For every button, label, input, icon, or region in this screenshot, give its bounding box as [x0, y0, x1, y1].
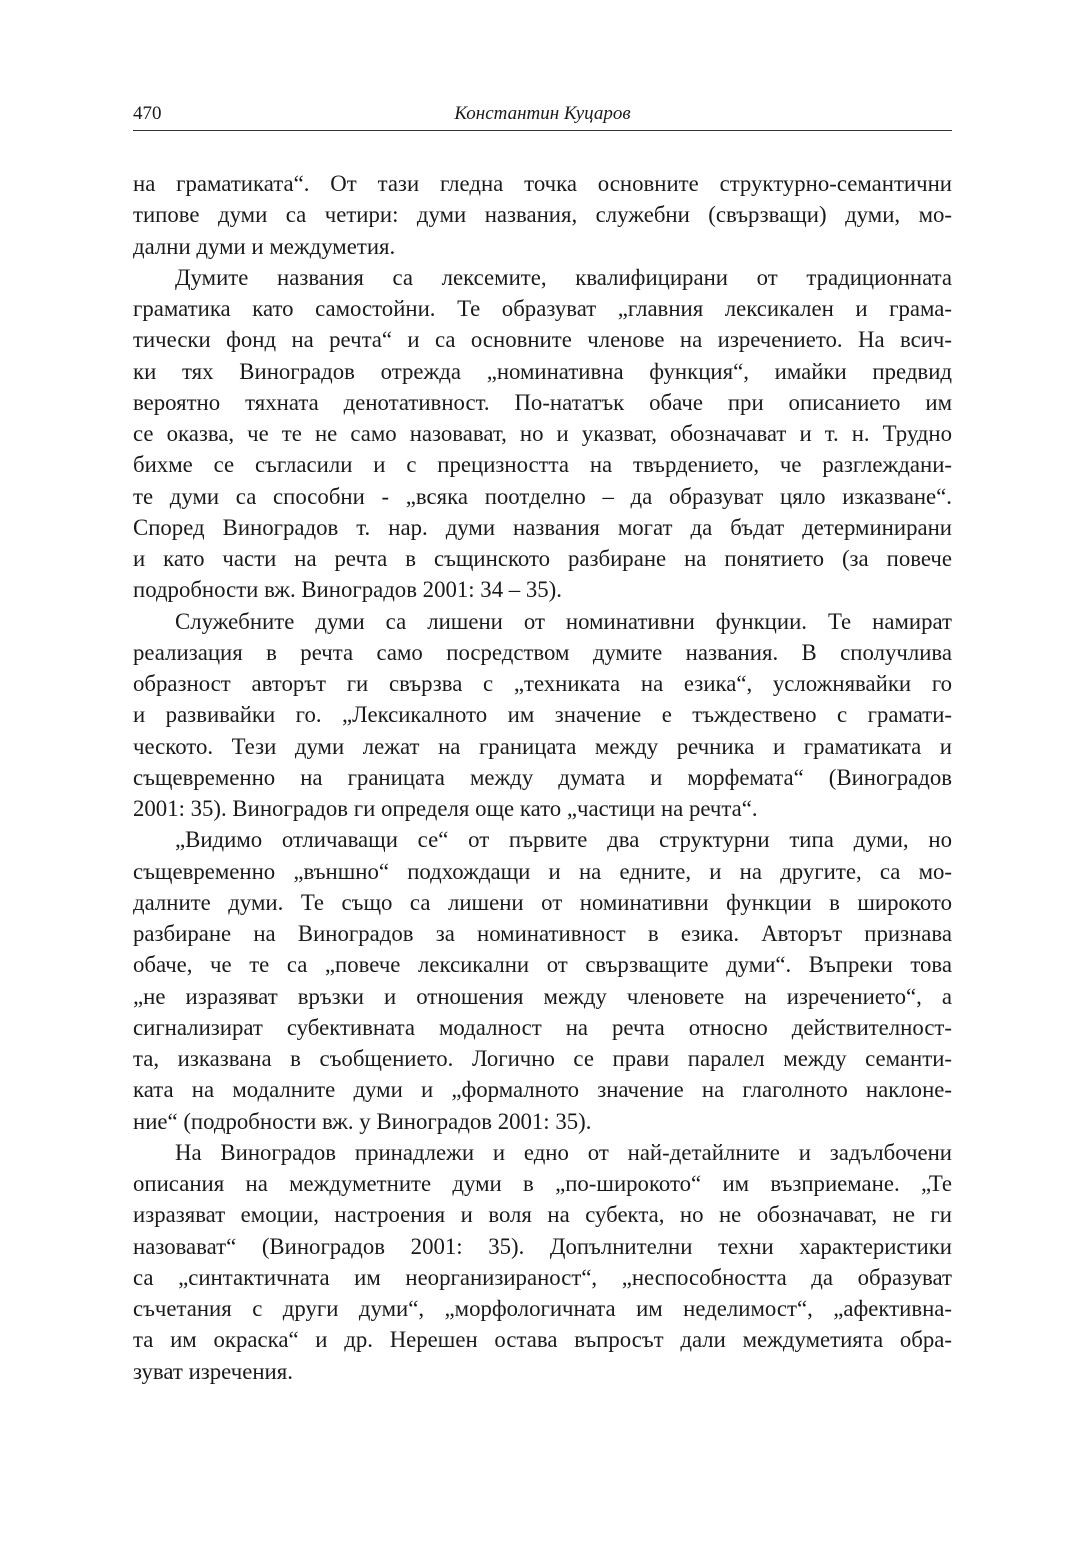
body-text [133, 168, 952, 1387]
paragraph [133, 168, 952, 262]
text-line: са „синтактичната им неорганизираност“, „неспособността да образуват [133, 1264, 952, 1290]
text-line: на граматиката“. От тази гледна точка основните структурно-семантични [133, 171, 952, 196]
text-line: същевременно „външно“ подхождащи и на едните, и на другите, са мо- [133, 858, 952, 884]
text-line: и като части на речта в същинското разбиране на понятието (за повече [133, 546, 952, 571]
text-line: образност авторът ги свързва с „техниката на езика“, усложнявайки го [133, 671, 952, 696]
text-line: дални думи и междуметия. [133, 233, 396, 259]
text-line: На Виноградов принадлежи и едно от най-детайлните и задълбочени [175, 1139, 952, 1165]
text-line: та, изказвана в съобщението. Логично се прави паралел между семанти- [133, 1046, 952, 1071]
text-line: тически фонд на речта“ и са основните членове на изречението. На всич- [133, 327, 952, 353]
paragraph [133, 1137, 952, 1387]
paragraph [133, 262, 952, 606]
text-line: подробности вж. Виноградов 2001: 34 – 35). [133, 577, 562, 603]
text-line: и развивайки го. „Лексикалното им значение е тъждествено с грамати- [133, 702, 952, 728]
page-number: 470 [133, 103, 162, 124]
text-line: обаче, че те са „повече лексикални от свързващите думи“. Въпреки това [133, 952, 952, 978]
text-line: те думи са способни - „всяка поотделно – да образуват цяло изказване“. [133, 483, 952, 509]
paragraph [133, 824, 952, 1137]
text-line: ката на модалните думи и „формалното значение на глаголното наклоне- [133, 1077, 952, 1103]
running-header [133, 100, 952, 131]
text-line: ки тях Виноградов отрежда „номинативна функция“, имайки предвид [133, 358, 952, 384]
text-line: изразяват емоции, настроения и воля на субекта, но не обозначават, не ги [133, 1202, 952, 1228]
text-line: ние“ (подробности вж. у Виноградов 2001: 35). [133, 1108, 592, 1134]
text-line: „не изразяват връзки и отношения между членовете на изречението“, а [133, 983, 952, 1009]
text-line: разбиране на Виноградов за номинативност в езика. Авторът признава [133, 921, 952, 946]
text-line: съчетания с други думи“, „морфологичната им неделимост“, „афективна- [133, 1296, 952, 1321]
text-line: се оказва, че те не само назовават, но и указват, обозначават и т. н. Трудно [133, 421, 952, 446]
text-line: 2001: 35). Виноградов ги определя още като „частици на речта“. [133, 796, 758, 821]
text-line: реализация в речта само посредством думите названия. В сполучлива [133, 639, 952, 665]
text-line: „Видимо отличаващи се“ от първите два структурни типа думи, но [175, 827, 952, 853]
paragraph [133, 606, 952, 825]
text-line: описания на междуметните думи в „по-широкото“ им възприемане. „Те [133, 1171, 952, 1196]
text-line: назовават“ (Виноградов 2001: 35). Допълнителни техни характеристики [133, 1233, 952, 1259]
text-line: ческото. Тези думи лежат на границата между речника и граматиката и [133, 733, 952, 759]
text-line: Думите названия са лексемите, квалифицирани от традиционната [175, 264, 952, 290]
running-title: Константин Куцаров [454, 103, 631, 124]
text-line: типове думи са четири: думи названия, служебни (свързващи) думи, мо- [133, 202, 952, 228]
text-line: същевременно на границата между думата и морфемата“ (Виноградов [133, 764, 952, 790]
text-line: бихме се съгласили и с прецизността на твърдението, че разглеждани- [133, 452, 952, 478]
text-line: граматика като самостойни. Те образуват „главния лексикален и грама- [133, 296, 952, 321]
text-line: далните думи. Те също са лишени от номинативни функции в широкото [133, 889, 952, 915]
text-line: Според Виноградов т. нар. думи названия могат да бъдат детерминирани [133, 514, 952, 540]
text-line: вероятно тяхната денотативност. По-нататък обаче при описанието им [133, 389, 952, 415]
text-line: сигнализират субективната модалност на речта относно действителност- [133, 1014, 952, 1040]
text-line: та им окраска“ и др. Нерешен остава въпросът дали междуметията обра- [133, 1327, 952, 1353]
text-line: зуват изречения. [133, 1358, 293, 1384]
text-line: Служебните думи са лишени от номинативни функции. Те намират [175, 608, 952, 634]
